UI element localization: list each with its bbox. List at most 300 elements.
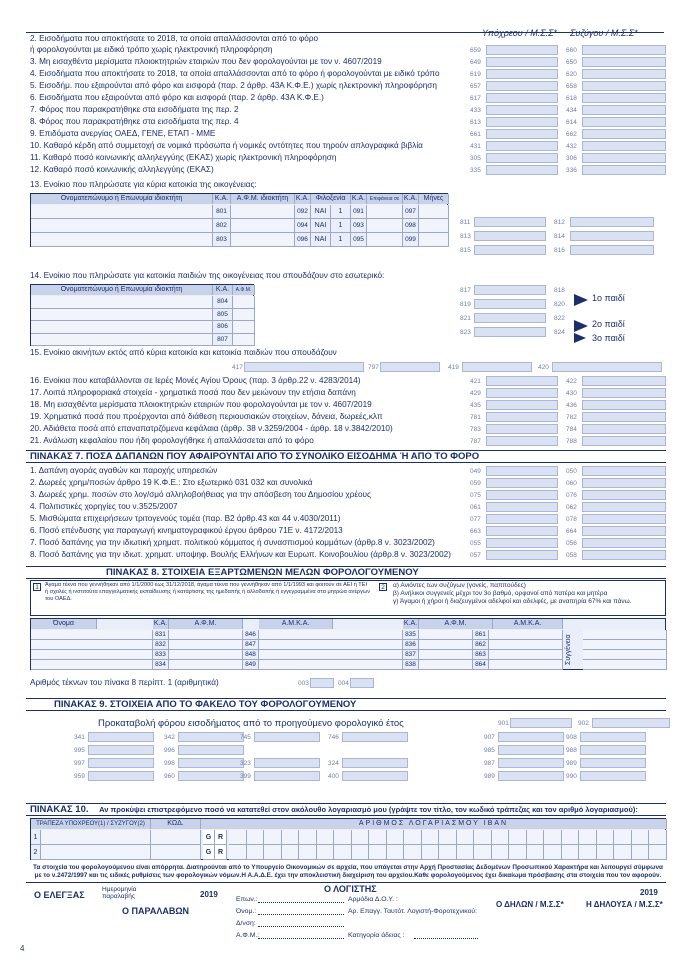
income-4-code-taxpayer: 649	[470, 59, 481, 66]
iban-digit-field[interactable]	[264, 845, 282, 860]
landlord-afm-field[interactable]	[231, 233, 295, 247]
landlord-name-field[interactable]	[31, 219, 213, 233]
income-12-spouse-field[interactable]	[582, 153, 666, 163]
iban-digit-field[interactable]	[457, 830, 475, 845]
ka-code: 832	[153, 640, 169, 650]
income-5-code-taxpayer: 619	[470, 71, 481, 78]
income-13-code-taxpayer: 335	[470, 167, 481, 174]
months-field[interactable]	[419, 205, 449, 219]
sec15-input-1[interactable]	[244, 362, 364, 372]
income-7-code-taxpayer: 617	[470, 95, 481, 102]
file-value-field[interactable]	[88, 771, 154, 781]
sec13-header-name: Ονοματεπώνυμο ή Επωνυμία ιδιοκτήτη	[31, 194, 213, 204]
file-value-field[interactable]	[580, 745, 646, 755]
expense-8-code-taxpayer: 057	[470, 552, 481, 559]
income-5-label: 4. Εισοδήματα που αποκτήσατε το 2018, τα οποία απαλλάσσονται από το φόρο ή φορολογούνται με ειδικό τρόπο	[30, 69, 440, 78]
iban-country-r: R	[215, 830, 227, 845]
expense-2-row	[26, 478, 666, 489]
file-value-field[interactable]	[498, 771, 564, 781]
income-8-row	[26, 105, 666, 116]
dependent-name-field[interactable]	[31, 650, 153, 660]
student-rent-taxpayer[interactable]	[474, 285, 546, 295]
info-20-taxpayer-field[interactable]	[486, 424, 558, 434]
iban-digit-field[interactable]	[492, 830, 510, 845]
dependent-amka-field[interactable]	[259, 660, 403, 670]
dependent-amka-field[interactable]	[259, 640, 403, 650]
iban-digit-field[interactable]	[649, 830, 667, 845]
expense-4-spouse-field[interactable]	[582, 502, 666, 512]
expense-3-spouse-field[interactable]	[582, 490, 666, 500]
expense-1-code-spouse: 050	[566, 468, 577, 475]
ka-code: 801	[213, 205, 231, 219]
income-10-code-taxpayer: 661	[470, 131, 481, 138]
income-5-taxpayer-field[interactable]	[486, 69, 558, 79]
income-7-taxpayer-field[interactable]	[486, 93, 558, 103]
iban-digit-field[interactable]	[229, 830, 247, 845]
dependent-name-field[interactable]	[31, 630, 153, 640]
iban-digit-field[interactable]	[509, 845, 527, 860]
sec13-header-area: Επιφάνεια σε	[367, 194, 403, 204]
relative-afm-field[interactable]	[419, 650, 473, 660]
iban-digit-field[interactable]	[334, 845, 352, 860]
iban-digit-field[interactable]	[422, 830, 440, 845]
expense-4-code-spouse: 062	[566, 504, 577, 511]
student-rent-code: 817	[460, 287, 471, 294]
file-value-field[interactable]	[254, 771, 320, 781]
ka-code: 805	[213, 309, 233, 322]
iban-digit-field[interactable]	[352, 830, 370, 845]
income-6-spouse-field[interactable]	[582, 81, 666, 91]
income-3-row	[26, 45, 666, 56]
prepay-taxpayer[interactable]	[510, 718, 572, 728]
file-code: 997	[74, 760, 85, 767]
student-landlord-name[interactable]	[31, 321, 213, 334]
iban-digit-field[interactable]	[492, 845, 510, 860]
income-5-spouse-field[interactable]	[582, 69, 666, 79]
income-6-taxpayer-field[interactable]	[486, 81, 558, 91]
income-8-spouse-field[interactable]	[582, 105, 666, 115]
info-17-code-taxpayer: 429	[470, 390, 481, 397]
income-10-row	[26, 129, 666, 140]
expense-2-spouse-field[interactable]	[582, 478, 666, 488]
iban-digit-field[interactable]	[527, 845, 545, 860]
file-value-field[interactable]	[498, 745, 564, 755]
file-value-field[interactable]	[580, 732, 646, 742]
checker-label: Ο ΕΛΕΓΞΑΣ	[34, 890, 85, 900]
dependent-amka-field[interactable]	[259, 630, 403, 640]
expense-3-label: 3. Δωρεές χρημ. ποσών στο λογ/σμό αλληλοβοήθειας για την απόσβεση του Δημοσίου χρέους	[30, 490, 371, 499]
name-line[interactable]	[258, 914, 344, 915]
expense-3-code-spouse: 076	[566, 492, 577, 499]
file-value-field[interactable]	[178, 758, 244, 768]
income-6-label: 5. Εισοδήμ. που εξαιρούνται από φόρο και εισφορά (παρ. 2 άρθρ. 43Α Κ.Φ.Ε.) χωρίς ηλεκτρονική πληροφόρηση	[30, 81, 437, 90]
iban-digit-field[interactable]	[614, 830, 632, 845]
category-line[interactable]	[414, 938, 478, 939]
info-17-taxpayer-field[interactable]	[486, 388, 558, 398]
income-5-row	[26, 69, 666, 80]
iban-digit-field[interactable]	[597, 830, 615, 845]
iban-digit-field[interactable]	[439, 830, 457, 845]
expense-3-taxpayer-field[interactable]	[486, 490, 558, 500]
student-rent-code-spouse: 822	[554, 315, 565, 322]
iban-digit-field[interactable]	[509, 830, 527, 845]
income-3-spouse-field[interactable]	[582, 45, 666, 55]
rent-code-spouse: 812	[554, 219, 565, 226]
relative-relation-field[interactable]	[583, 660, 667, 670]
table10-header	[26, 803, 666, 816]
student-landlord-name[interactable]	[31, 309, 213, 322]
iban-digit-field[interactable]	[544, 845, 562, 860]
info-16-spouse-field[interactable]	[582, 376, 666, 386]
expense-1-row	[26, 466, 666, 477]
dependent-amka-field[interactable]	[259, 650, 403, 660]
expense-7-taxpayer-field[interactable]	[486, 538, 558, 548]
file-code: 989	[566, 760, 577, 767]
expense-1-taxpayer-field[interactable]	[486, 466, 558, 476]
rent-taxpayer-field[interactable]	[474, 245, 546, 255]
student-rent-taxpayer[interactable]	[474, 327, 546, 337]
rent-spouse-field[interactable]	[570, 231, 654, 241]
months-field[interactable]	[419, 233, 449, 247]
info-21-spouse-field[interactable]	[582, 436, 666, 446]
ka-code: 099	[403, 233, 419, 247]
file-value-field[interactable]	[88, 732, 154, 742]
dependent-afm-field[interactable]	[169, 640, 243, 650]
income-9-spouse-field[interactable]	[582, 117, 666, 127]
sec15-taxpayer-field[interactable]	[462, 362, 532, 372]
file-value-field[interactable]	[342, 758, 408, 768]
iban-digit-field[interactable]	[369, 830, 387, 845]
iban-digit-field[interactable]	[369, 845, 387, 860]
rent-taxpayer-field[interactable]	[474, 231, 546, 241]
area-field[interactable]	[367, 233, 403, 247]
income-13-taxpayer-field[interactable]	[486, 165, 558, 175]
file-value-field[interactable]	[498, 732, 564, 742]
iban-digit-field[interactable]	[282, 830, 300, 845]
iban-digit-field[interactable]	[352, 845, 370, 860]
info-20-label: 20. Αδιάθετα ποσά από επαναπατρζόμενα κεφάλαια (άρθρ. 38 ν.3259/2004 - άρθρ. 18 ν.3842/2010)	[30, 424, 393, 433]
income-8-code-spouse: 434	[566, 107, 577, 114]
income-10-label: 9. Επιδόματα ανεργίας ΟΑΕΔ, ΓΕΝΕ, ΕΤΑΠ - ΜΜΕ	[30, 129, 216, 138]
table9-title: ΠΙΝΑΚΑΣ 9. ΣΤΟΙΧΕΙΑ ΑΠΟ ΤΟ ΦΑΚΕΛΟ ΤΟΥ ΦΟΡΟΛΟΓΟΥΜΕΝΟΥ	[26, 698, 666, 711]
income-3-taxpayer-field[interactable]	[486, 45, 558, 55]
dependent-afm-field[interactable]	[169, 650, 243, 660]
iban-digit-field[interactable]	[579, 830, 597, 845]
info-21-code-taxpayer: 787	[470, 438, 481, 445]
dependent-name-field[interactable]	[31, 640, 153, 650]
iban-digit-field[interactable]	[247, 830, 265, 845]
sec15-code-4: 420	[538, 364, 549, 371]
rent-code-spouse: 814	[554, 233, 565, 240]
relative-afm-field[interactable]	[419, 640, 473, 650]
iban-digit-field[interactable]	[387, 845, 405, 860]
relative-afm-field[interactable]	[419, 630, 473, 640]
ka-code: 804	[213, 296, 233, 309]
expense-4-row	[26, 502, 666, 513]
col-header-taxpayer: Υπόχρεου / Μ.Σ.Σ*	[482, 28, 558, 38]
expense-1-code-taxpayer: 049	[470, 468, 481, 475]
bank-name-field[interactable]	[41, 845, 151, 860]
bank-code-field[interactable]	[151, 845, 201, 860]
info-18-row	[26, 400, 666, 411]
info-17-code-spouse: 430	[566, 390, 577, 397]
income-8-taxpayer-field[interactable]	[486, 105, 558, 115]
col-header-spouse: Συζύγου / Μ.Σ.Σ*	[570, 28, 638, 38]
address-line[interactable]	[258, 926, 344, 927]
landlord-afm-field[interactable]	[231, 205, 295, 219]
iban-digit-field[interactable]	[579, 845, 597, 860]
file-value-field[interactable]	[88, 745, 154, 755]
iban-digit-field[interactable]	[562, 830, 580, 845]
child-2-label: 2ο παιδί	[592, 319, 625, 329]
area-field[interactable]	[367, 219, 403, 233]
student-landlord-afm[interactable]	[233, 309, 255, 322]
income-13-spouse-field[interactable]	[582, 165, 666, 175]
bank-name-field[interactable]	[41, 830, 151, 845]
iban-digit-field[interactable]	[632, 845, 650, 860]
file-code: 746	[328, 734, 339, 741]
iban-digit-field[interactable]	[649, 845, 667, 860]
iban-digit-field[interactable]	[562, 845, 580, 860]
file-code: 323	[240, 760, 251, 767]
file-value-field[interactable]	[178, 732, 244, 742]
info-19-taxpayer-field[interactable]	[486, 412, 558, 422]
file-value-field[interactable]	[342, 771, 408, 781]
hosting-value[interactable]: ΝΑΙ	[311, 205, 331, 219]
hosting-value[interactable]: ΝΑΙ	[311, 233, 331, 247]
expense-6-spouse-field[interactable]	[582, 526, 666, 536]
ka-code: 802	[213, 219, 231, 233]
income-10-taxpayer-field[interactable]	[486, 129, 558, 139]
file-value-field[interactable]	[342, 732, 408, 742]
iban-digit-field[interactable]	[474, 830, 492, 845]
info-20-spouse-field[interactable]	[582, 424, 666, 434]
relative-relation-field[interactable]	[583, 650, 667, 660]
income-7-spouse-field[interactable]	[582, 93, 666, 103]
iban-digit-field[interactable]	[474, 845, 492, 860]
expense-5-code-spouse: 078	[566, 516, 577, 523]
relative-relation-field[interactable]	[583, 630, 667, 640]
iban-digit-field[interactable]	[404, 845, 422, 860]
iban-digit-field[interactable]	[299, 845, 317, 860]
arrow-child-2-icon	[574, 320, 588, 332]
dependent-name-field[interactable]	[31, 660, 153, 670]
expense-4-taxpayer-field[interactable]	[486, 502, 558, 512]
info-21-taxpayer-field[interactable]	[486, 436, 558, 446]
file-code: 908	[566, 734, 577, 741]
student-rent-taxpayer[interactable]	[474, 299, 546, 309]
student-landlord-name[interactable]	[31, 296, 213, 309]
bank-row-number: 2	[31, 845, 41, 860]
income-4-label: 3. Μη εισαχθέντα μερίσματα πλοιοκτητριών εταιριών που δεν φορολογούνται με τον ν. 4607/2019	[30, 57, 382, 66]
surname-line[interactable]	[258, 902, 344, 903]
iban-digit-field[interactable]	[544, 830, 562, 845]
iban-digit-field[interactable]	[247, 845, 265, 860]
income-7-row	[26, 93, 666, 104]
expense-5-label: 5. Μισθώματα επιχειρήσεων τριτογενούς τομέα (παρ. Β2 άρθρ.43 και 44 ν.4030/2011)	[30, 514, 341, 523]
iban-digit-field[interactable]	[457, 845, 475, 860]
student-rent-taxpayer[interactable]	[474, 313, 546, 323]
expense-1-spouse-field[interactable]	[582, 466, 666, 476]
footer-divider	[26, 882, 666, 883]
expense-5-taxpayer-field[interactable]	[486, 514, 558, 524]
dependent-afm-field[interactable]	[169, 660, 243, 670]
income-8-label: 7. Φόρος που παρακρατήθηκε στα εισοδήματα της περ. 2	[30, 105, 239, 114]
iban-digit-field[interactable]	[614, 845, 632, 860]
iban-digit-field[interactable]	[334, 830, 352, 845]
children-count-row: Αριθμός τέκνων του πίνακα 8 περίπτ. 1 (αριθμητικά) 003 004	[26, 678, 666, 689]
sec13-header-ka2: Κ.Α.	[295, 195, 310, 202]
afm-line[interactable]	[258, 938, 344, 939]
file-value-field[interactable]	[498, 758, 564, 768]
expense-2-taxpayer-field[interactable]	[486, 478, 558, 488]
child-1-label: 1ο παιδί	[592, 293, 625, 303]
income-12-taxpayer-field[interactable]	[486, 153, 558, 163]
file-value-field[interactable]	[580, 771, 646, 781]
expense-8-taxpayer-field[interactable]	[486, 550, 558, 560]
sec13-header-ka: Κ.Α.	[213, 194, 231, 204]
ka-code: 864	[473, 660, 489, 670]
file-code: 399	[240, 773, 251, 780]
income-12-code-taxpayer: 305	[470, 155, 481, 162]
iban-digit-field[interactable]	[527, 830, 545, 845]
sec15-spouse-field[interactable]	[552, 362, 662, 372]
income-9-taxpayer-field[interactable]	[486, 117, 558, 127]
file-value-field[interactable]	[580, 758, 646, 768]
iban-digit-field[interactable]	[387, 830, 405, 845]
info-16-taxpayer-field[interactable]	[486, 376, 558, 386]
income-11-spouse-field[interactable]	[582, 141, 666, 151]
info-18-spouse-field[interactable]	[582, 400, 666, 410]
file-value-field[interactable]	[88, 758, 154, 768]
file-value-field[interactable]	[254, 732, 320, 742]
declaration-year: 2019	[640, 888, 658, 897]
file-code: 990	[566, 773, 577, 780]
months-field[interactable]	[419, 219, 449, 233]
income-7-label: 6. Εισοδήματα που εξαιρούνται από φόρο και εισφορά (παρ. 2 άρθρ. 43Α Κ.Φ.Ε.)	[30, 93, 324, 102]
student-landlord-afm[interactable]	[233, 321, 255, 334]
info-19-spouse-field[interactable]	[582, 412, 666, 422]
info-19-label: 19. Χρηματικά ποσά που προέρχονται από διάθεση περιουσιακών στοιχείων, δάνεια, δωρεές,κλπ	[30, 412, 383, 421]
rent-taxpayer-field[interactable]	[474, 217, 546, 227]
sec15-row: 15. Ενοίκιο ακινήτων εκτός από κύρια κατοικία και κατοικία παιδιών που σπουδάζουν	[30, 348, 337, 357]
ka-code: 093	[351, 219, 367, 233]
iban-digit-field[interactable]	[422, 845, 440, 860]
relative-amka-field[interactable]	[489, 630, 563, 640]
iban-digit-field[interactable]	[597, 845, 615, 860]
t10-header-bank: ΤΡΑΠΕΖΑ ΥΠΟΧΡΕΟΥ(1) / ΣΥΖΥΓΟΥ(2)	[31, 819, 151, 829]
relative-amka-field[interactable]	[489, 640, 563, 650]
iban-digit-field[interactable]	[632, 830, 650, 845]
file-value-field[interactable]	[254, 758, 320, 768]
expense-6-taxpayer-field[interactable]	[486, 526, 558, 536]
expense-8-spouse-field[interactable]	[582, 550, 666, 560]
note2-a: α) Ανιόντες των συζύγων (γονείς, παππούδες)	[393, 582, 526, 589]
expense-3-row	[26, 490, 666, 501]
hosting-count[interactable]: 1	[331, 233, 351, 247]
iban-digit-field[interactable]	[299, 830, 317, 845]
landlord-name-field[interactable]	[31, 205, 213, 219]
expense-3-code-taxpayer: 075	[470, 492, 481, 499]
file-value-field[interactable]	[178, 771, 244, 781]
accountant-license: Αρ. Επαγγ. Ταυτότ. Λογιστή-Φοροτεχνικού:	[348, 908, 477, 915]
page-number: 4	[20, 944, 25, 953]
income-12-code-spouse: 306	[566, 155, 577, 162]
expense-7-spouse-field[interactable]	[582, 538, 666, 548]
hosting-count[interactable]: 1	[331, 219, 351, 233]
relative-amka-field[interactable]	[489, 650, 563, 660]
expense-6-code-taxpayer: 663	[470, 528, 481, 535]
relative-amka-field[interactable]	[489, 660, 563, 670]
expense-6-label: 6. Ποσό επένδυσης για παραγωγή κινηματογραφικού έργου άρθρου 71Ε ν. 4172/2013	[30, 526, 343, 535]
children-count-field-2[interactable]	[350, 678, 374, 688]
table10-subtitle: Αν προκύψει επιστρεφόμενο ποσό να κατατεθεί στον ακόλουθο λογαριασμό μου (γράψτε τον τίτλο, τον κωδικό τράπεζας και τον αριθμό λογαριασμού):	[99, 805, 638, 814]
ka-code: 838	[403, 660, 419, 670]
info-17-spouse-field[interactable]	[582, 388, 666, 398]
accountant-surname: Επων.:	[236, 896, 258, 903]
income-4-spouse-field[interactable]	[582, 57, 666, 67]
iban-digit-field[interactable]	[229, 845, 247, 860]
expense-8-row	[26, 550, 666, 561]
landlord-afm-field[interactable]	[231, 219, 295, 233]
info-19-code-taxpayer: 781	[470, 414, 481, 421]
hosting-value[interactable]: ΝΑΙ	[311, 219, 331, 233]
income-4-taxpayer-field[interactable]	[486, 57, 558, 67]
iban-digit-field[interactable]	[317, 830, 335, 845]
income-11-taxpayer-field[interactable]	[486, 141, 558, 151]
rent-spouse-field[interactable]	[570, 217, 654, 227]
bank-code-field[interactable]	[151, 830, 201, 845]
iban-digit-field[interactable]	[317, 845, 335, 860]
info-20-code-spouse: 784	[566, 426, 577, 433]
expense-4-code-taxpayer: 061	[470, 504, 481, 511]
file-code: 324	[328, 760, 339, 767]
child-3-label: 3ο παιδί	[592, 333, 625, 343]
area-field[interactable]	[367, 205, 403, 219]
expense-5-spouse-field[interactable]	[582, 514, 666, 524]
rent-code-taxpayer: 815	[460, 247, 471, 254]
bank-row-number: 1	[31, 830, 41, 845]
landlord-name-field[interactable]	[31, 233, 213, 247]
tax-form-page	[14, 22, 668, 952]
expense-8-code-spouse: 058	[566, 552, 577, 559]
info-18-taxpayer-field[interactable]	[486, 400, 558, 410]
relative-afm-field[interactable]	[419, 660, 473, 670]
file-value-field[interactable]	[178, 745, 244, 755]
student-landlord-afm[interactable]	[233, 334, 255, 347]
children-count-field-1[interactable]	[310, 678, 334, 688]
hosting-count[interactable]: 1	[331, 205, 351, 219]
income-12-label: 11. Καθαρό ποσό κοινωνικής αλληλεγγύης (ΕΚΑΣ) χωρίς ηλεκτρονική πληροφόρηση	[30, 153, 337, 162]
student-landlord-afm[interactable]	[233, 296, 255, 309]
student-landlord-name[interactable]	[31, 334, 213, 347]
income-13-label: 12. Καθαρό ποσό κοινωνικής αλληλεγγύης (ΕΚΑΣ)	[30, 165, 214, 174]
iban-digit-field[interactable]	[439, 845, 457, 860]
rent-spouse-field[interactable]	[570, 245, 654, 255]
expense-2-label: 2. Δωρεές χρημ/ποσών άρθρο 19 Κ.Φ.Ε.: Στο εξωτερικό 031 032 και συνολικά	[30, 478, 313, 487]
note2-text	[393, 582, 665, 606]
relative-relation-field[interactable]	[583, 640, 667, 650]
iban-digit-field[interactable]	[404, 830, 422, 845]
dependent-afm-field[interactable]	[169, 630, 243, 640]
t8-header-afm: Α.Φ.Μ.	[169, 619, 243, 629]
ka-code: 807	[213, 334, 233, 347]
iban-digit-field[interactable]	[264, 830, 282, 845]
prepay-spouse[interactable]	[592, 718, 670, 728]
sec15-input-2[interactable]	[380, 362, 440, 372]
iban-digit-field[interactable]	[282, 845, 300, 860]
income-10-spouse-field[interactable]	[582, 129, 666, 139]
